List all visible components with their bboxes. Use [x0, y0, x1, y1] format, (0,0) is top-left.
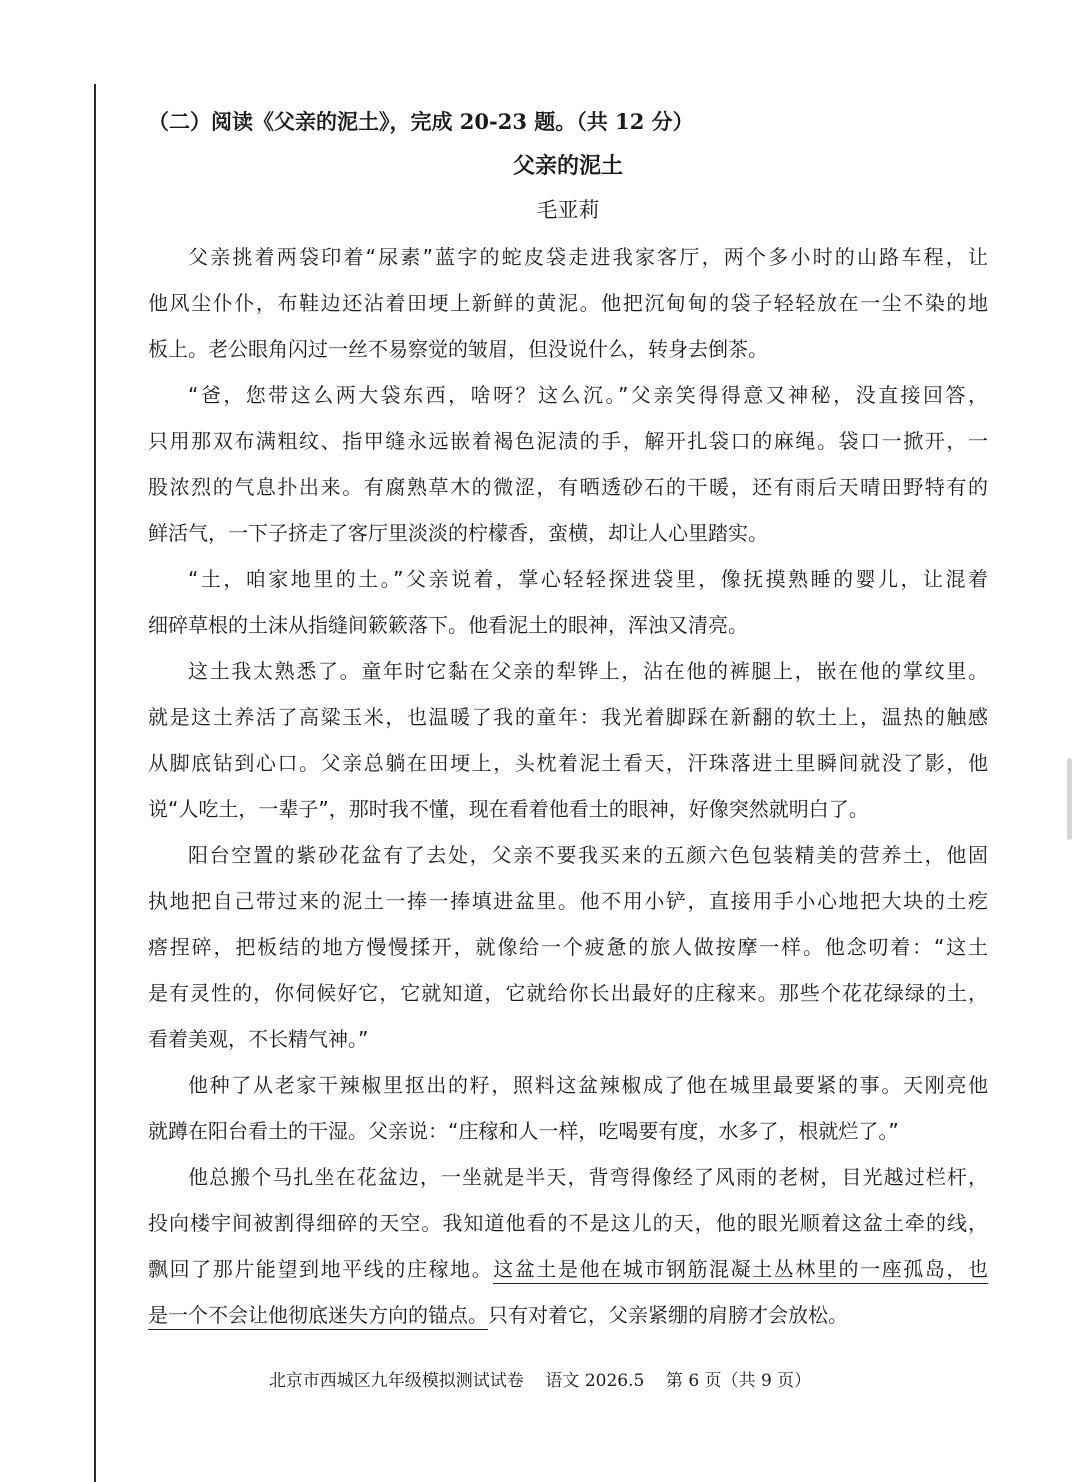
page-footer: 北京市西城区九年级模拟测试试卷 语文 2026.5 第 6 页（共 9 页）	[268, 1371, 812, 1391]
paragraph-line: 是有灵性的，你伺候好它，它就知道，它就给你长出最好的庄稼来。那些个花花绿绿的土，	[148, 981, 988, 1005]
paragraph-4	[148, 648, 988, 832]
paragraph-line: 他种了从老家干辣椒里抠出的籽，照料这盆辣椒成了他在城里最要紧的事。天刚亮他	[188, 1073, 988, 1097]
paragraph-line: 说“人吃土，一辈子”，那时我不懂，现在看着他看土的眼神，好像突然就明白了。	[148, 797, 869, 821]
paragraph-6	[148, 1062, 988, 1154]
paragraph-line: 投向楼宇间被割得细碎的天空。我知道他看的不是这儿的天，他的眼光顺着这盆土牵的线，	[148, 1211, 988, 1235]
paragraph-line: 就蹲在阳台看土的干湿。父亲说：“庄稼和人一样，吃喝要有度，水多了，根就烂了。”	[148, 1119, 899, 1143]
binding-margin-line	[94, 84, 96, 1482]
exam-page	[148, 100, 988, 1338]
section-heading: （二）阅读《父亲的泥土》，完成 20-23 题。（共 12 分）	[148, 109, 694, 134]
paragraph-line: 执地把自己带过来的泥土一捧一捧填进盆里。他不用小铲，直接用手小心地把大块的土疙	[148, 889, 988, 913]
paragraph-line-with-underline	[148, 1292, 988, 1338]
article-title: 父亲的泥土	[512, 153, 623, 179]
paragraph-line: 看着美观，不长精气神。”	[148, 1027, 369, 1051]
underlined-sentence-part-1: 这盆土是他在城市钢筋混凝土丛林里的一座孤岛，也	[493, 1257, 988, 1284]
paragraph-line: 瘩捏碎，把板结的地方慢慢揉开，就像给一个疲惫的旅人做按摩一样。他念叨着：“这土	[148, 935, 988, 959]
paragraph-line: 鲜活气，一下子挤走了客厅里淡淡的柠檬香，蛮横，却让人心里踏实。	[148, 521, 768, 545]
article-author: 毛亚莉	[536, 198, 600, 222]
paragraph-line: 就是这土养活了高粱玉米，也温暖了我的童年：我光着脚踩在新翻的软土上，温热的触感	[148, 705, 988, 729]
paragraph-line: 他风尘仆仆，布鞋边还沾着田埂上新鲜的黄泥。他把沉甸甸的袋子轻轻放在一尘不染的地	[148, 291, 988, 315]
paragraph-line: 阳台空置的紫砂花盆有了去处，父亲不要我买来的五颜六色包装精美的营养土，他固	[188, 843, 988, 867]
underlined-sentence-part-2: 是一个不会让他彻底迷失方向的锚点。	[148, 1303, 488, 1330]
paragraph-5	[148, 832, 988, 1062]
text-after-underline: 只有对着它，父亲紧绷的肩膀才会放松。	[488, 1303, 848, 1327]
paragraph-line: 细碎草根的土沫从指缝间簌簌落下。他看泥土的眼神，浑浊又清亮。	[148, 613, 748, 637]
paragraph-line: “爸，您带这么两大袋东西，啥呀？这么沉。”父亲笑得得意又神秘，没直接回答，	[188, 383, 988, 407]
paragraph-line: 从脚底钻到心口。父亲总躺在田埂上，头枕着泥土看天，汗珠落进土里瞬间就没了影，他	[148, 751, 988, 775]
paragraph-2	[148, 372, 988, 556]
paragraph-line: 父亲挑着两袋印着“尿素”蓝字的蛇皮袋走进我家客厅，两个多小时的山路车程，让	[188, 245, 988, 269]
paragraph-line: 板上。老公眼角闪过一丝不易察觉的皱眉，但没说什么，转身去倒茶。	[148, 337, 768, 361]
paragraph-3	[148, 556, 988, 648]
paragraph-line: “土，咱家地里的土。”父亲说着，掌心轻轻探进袋里，像抚摸熟睡的婴儿，让混着	[188, 567, 988, 591]
scrollbar-thumb[interactable]	[1067, 758, 1072, 840]
paragraph-line-with-underline	[148, 1246, 988, 1292]
paragraph-1	[148, 234, 988, 372]
paragraph-line: 这土我太熟悉了。童年时它黏在父亲的犁铧上，沾在他的裤腿上，嵌在他的掌纹里。	[188, 659, 988, 683]
paragraph-line: 只用那双布满粗纹、指甲缝永远嵌着褐色泥渍的手，解开扎袋口的麻绳。袋口一掀开，一	[148, 429, 988, 453]
paragraph-line: 他总搬个马扎坐在花盆边，一坐就是半天，背弯得像经了风雨的老树，目光越过栏杆，	[188, 1165, 988, 1189]
paragraph-line: 股浓烈的气息扑出来。有腐熟草木的微涩，有晒透砂石的干暖，还有雨后天晴田野特有的	[148, 475, 988, 499]
paragraph-7	[148, 1154, 988, 1338]
text-before-underline: 飘回了那片能望到地平线的庄稼地。	[148, 1257, 494, 1281]
